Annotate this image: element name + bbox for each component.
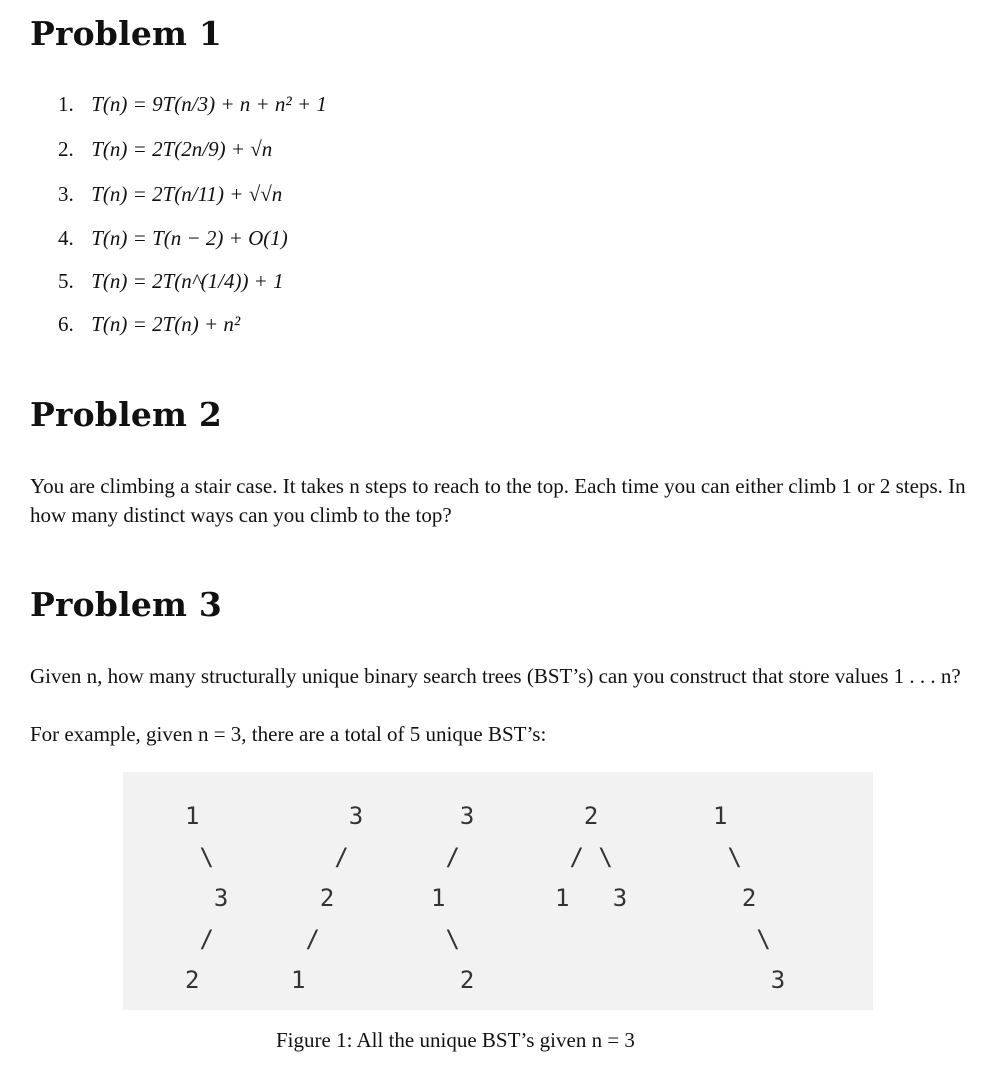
recurrence-text: T(n) = 2T(n^(1/4)) + 1	[91, 269, 284, 293]
item-number: 3.	[58, 182, 74, 206]
item-number: 5.	[58, 269, 74, 293]
recurrence-item	[58, 226, 288, 251]
recurrence-text: T(n) = 2T(2n/9) + √n	[91, 137, 273, 161]
bst-figure	[123, 772, 873, 1010]
problem-2-title: Problem 2	[30, 395, 222, 434]
recurrence-item	[58, 312, 240, 337]
problem-1-title: Problem 1	[30, 14, 222, 53]
bst-tree-4: 2 / \ 1 3	[555, 802, 628, 912]
problem-3-example: For example, given n = 3, there are a total of 5 unique BST’s:	[30, 722, 547, 746]
bst-tree-5: 1 \ 2 \ 3	[713, 802, 786, 994]
bst-tree-1: 1 \ 3 / 2	[185, 802, 229, 994]
item-number: 1.	[58, 92, 74, 116]
item-number: 6.	[58, 312, 74, 336]
item-number: 4.	[58, 226, 74, 250]
figure-caption: Figure 1: All the unique BST’s given n = 3	[276, 1028, 635, 1052]
problem-3-title: Problem 3	[30, 585, 222, 624]
recurrence-item	[58, 269, 284, 294]
recurrence-item	[58, 137, 272, 162]
bst-tree-2: 3 / 2 / 1	[291, 802, 364, 994]
recurrence-item	[58, 182, 282, 207]
item-number: 2.	[58, 137, 74, 161]
recurrence-item	[58, 92, 327, 117]
problem-3-text: Given n, how many structurally unique binary search trees (BST’s) can you construct that store values 1 . . . n?	[30, 664, 961, 688]
recurrence-text: T(n) = 2T(n) + n²	[91, 312, 241, 336]
problem-2-text: You are climbing a stair case. It takes n steps to reach to the top. Each time you can either climb 1 or 2 steps. In how many distinct ways can you climb to the top?	[30, 474, 966, 527]
recurrence-text: T(n) = 9T(n/3) + n + n² + 1	[91, 92, 327, 116]
recurrence-text: T(n) = T(n − 2) + O(1)	[91, 226, 288, 250]
bst-tree-3: 3 / 1 \ 2	[431, 802, 475, 994]
recurrence-text: T(n) = 2T(n/11) + √√n	[91, 182, 283, 206]
